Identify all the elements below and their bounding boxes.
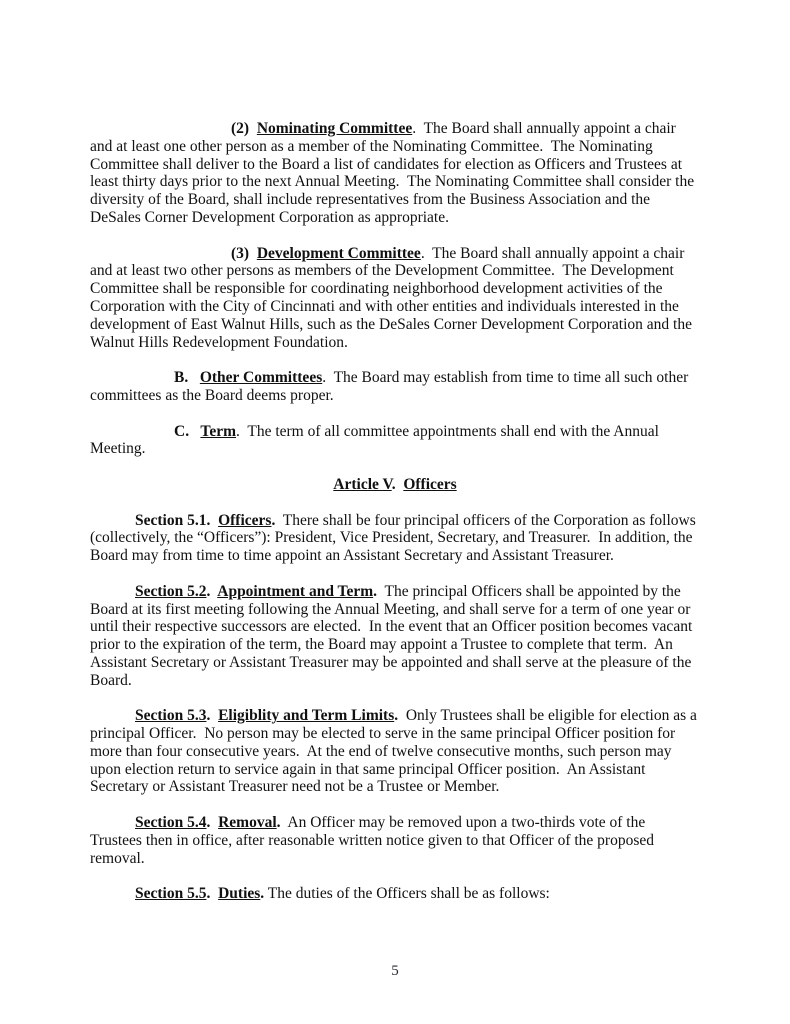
text-run: . [373, 582, 378, 600]
text-run: . The term of all committee appointments shall end with the Annual Meeting. [90, 422, 663, 458]
text-run: Officers [403, 475, 457, 493]
paragraph-section-5-4 [90, 814, 700, 867]
text-run: . [206, 885, 219, 903]
text-run: Term [200, 422, 237, 440]
text-run: . The Board may establish from time to time all such other committees as the Board deems proper. [90, 369, 693, 404]
text-run: Section 5.2 [135, 582, 207, 600]
article-v-heading [90, 476, 700, 494]
text-run: (3) [231, 244, 257, 262]
paragraph-section-5-3 [90, 707, 700, 796]
text-run: The principal Officers shall be appointed by the Board at its first meeting following the Annual Meeting, and shall serve for a term of one year or until their respective successors are elected. In the event that an Officer position becomes vacant prior to the expiration of the term, the Board may appoint a Trustee to complete that term. An Assistant Secretary or Assistant Treasurer may be appointed and shall serve at the pleasure of the Board. [90, 582, 697, 689]
page-number: 5 [391, 963, 399, 980]
text-run: Appointment and Term [217, 582, 374, 600]
text-run: There shall be four principal officers of the Corporation as follows (collectively, the “Officers”): President, Vice President, Secretary, and Treasurer. In addition, the Board may from time to time appoint an Assistant Secretary and Assistant Treasurer. [90, 511, 700, 565]
text-run: Other Committees [199, 369, 323, 387]
text-run: B. [174, 369, 200, 387]
text-run: Section 5.4 [135, 814, 207, 832]
text-run: Nominating Committee [256, 120, 413, 137]
text-run: . [394, 707, 399, 725]
text-run: Officers [218, 511, 272, 529]
text-run: . [206, 582, 218, 600]
text-run: Section 5.1. [135, 511, 219, 529]
paragraph-other-committees [90, 369, 700, 405]
text-run: Development Committee [256, 244, 421, 262]
text-run: Section 5.3 [135, 707, 207, 725]
text-run: Section 5.5 [135, 885, 207, 903]
text-run: . The Board shall annually appoint a chair and at least two other persons as members of the Development Committee. The Development Committee shall be responsible for coordinating neighborhood development activities of the Corporation with the City of Cincinnati and with other entities and individuals interested in the development of East Walnut Hills, such as the DeSales Corner Development Corporation and the Walnut Hills Redevelopment Foundation. [90, 244, 696, 351]
text-run: . [276, 814, 281, 832]
paragraph-development-committee [90, 245, 700, 352]
paragraph-term [90, 423, 700, 459]
paragraph-section-5-5 [90, 885, 700, 903]
text-run: . [206, 814, 219, 832]
document-body [90, 120, 700, 921]
text-run: . [260, 885, 265, 903]
text-run: Removal [218, 814, 277, 832]
text-run: Article V [333, 475, 392, 493]
text-run: . [391, 475, 404, 493]
text-run: C. [174, 422, 201, 440]
text-run: An Officer may be removed upon a two-thirds vote of the Trustees then in office, after reasonable written notice given to that Officer of the proposed removal. [90, 814, 658, 867]
text-run: The duties of the Officers shall be as follows: [264, 885, 550, 903]
text-run: (2) [231, 120, 257, 137]
text-run: . [206, 707, 219, 725]
text-run: Eligiblity and Term Limits [218, 707, 395, 725]
text-run: Only Trustees shall be eligible for election as a principal Officer. No person may be elected to serve in the same principal Officer position for more than four consecutive years. At the end of twelve consecutive months, such person may upon election return to service again in that same principal Officer position. An Assistant Secretary or Assistant Treasurer need not be a Trustee or Member. [90, 707, 701, 796]
text-run: Duties [218, 885, 261, 903]
paragraph-section-5-2 [90, 583, 700, 690]
paragraph-section-5-1 [90, 512, 700, 565]
text-run: . [271, 511, 276, 529]
paragraph-nominating-committee [90, 120, 700, 227]
text-run: . The Board shall annually appoint a chair and at least one other person as a member of the Nominating Committee. The Nominating Committee shall deliver to the Board a list of candidates for election as Officers and Trustees at least thirty days prior to the next Annual Meeting. The Nominating Committee shall consider the diversity of the Board, shall include representatives from the Business Association and the DeSales Corner Development Corporation as appropriate. [90, 120, 698, 226]
